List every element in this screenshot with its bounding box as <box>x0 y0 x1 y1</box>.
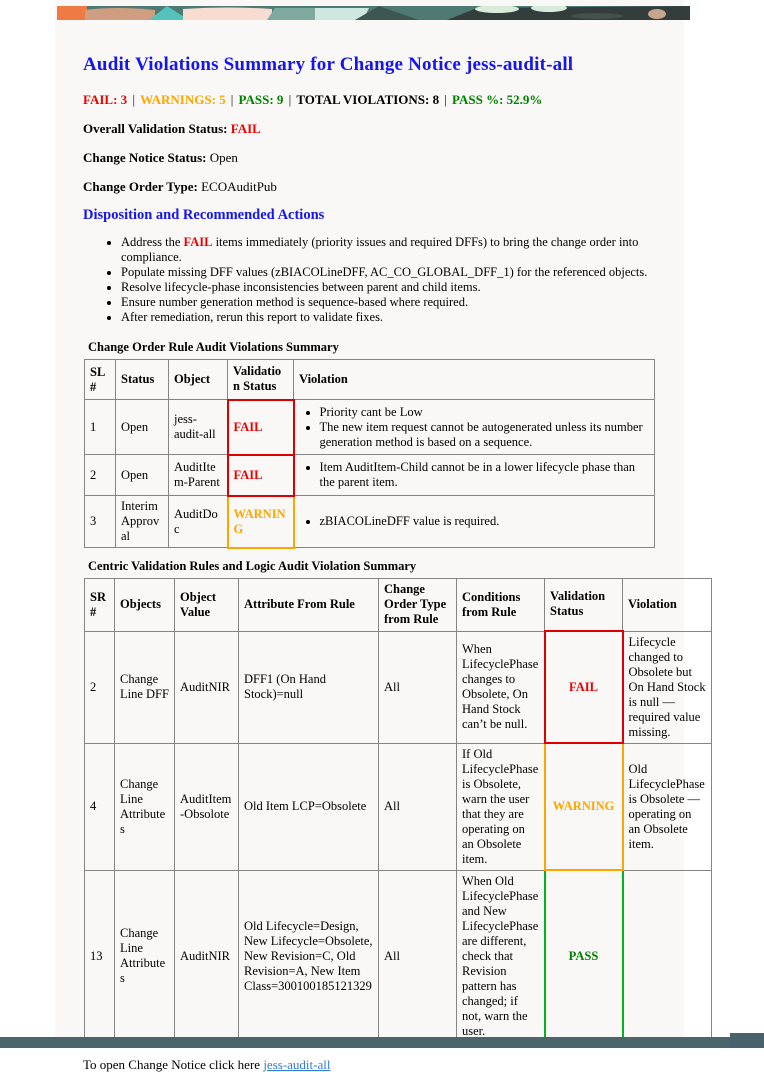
cell-co-type: All <box>379 870 457 1042</box>
cell-conditions: When Old LifecyclePhase and New LifecyclePhase are different, check that Revision pattern has changed; if not, warn the user. <box>457 870 545 1042</box>
disposition-list <box>83 235 684 325</box>
stat-separator: | <box>444 92 447 107</box>
cell-violation <box>294 400 655 455</box>
change-order-type-value: ECOAuditPub <box>201 179 277 194</box>
cell-attribute: DFF1 (On Hand Stock)=null <box>239 631 379 743</box>
cell-objects: Change Line Attributes <box>115 743 175 870</box>
table2-caption: Centric Validation Rules and Logic Audit Violation Summary <box>88 558 417 573</box>
stat-total-violations: TOTAL VIOLATIONS: 8 <box>296 92 440 107</box>
overall-validation-status <box>83 122 684 136</box>
cell-sl: 2 <box>85 455 116 496</box>
cell-violation <box>623 870 712 1042</box>
bottom-bar <box>0 1037 764 1048</box>
stat-warnings: WARNINGS: 5 <box>140 92 226 107</box>
cell-sr: 13 <box>85 870 115 1042</box>
cell-object: AuditItem-Parent <box>169 455 228 496</box>
table-row <box>85 400 655 455</box>
change-notice-link[interactable]: jess-audit-all <box>263 1057 331 1072</box>
cell-validation-status: FAIL <box>545 631 623 743</box>
bottom-bar-right-segment <box>730 1033 764 1048</box>
violation-item: • zBIACOLineDFF value is required. <box>320 514 650 529</box>
disposition-item-text: Address the <box>121 235 184 249</box>
cell-object-value: AuditItem-Obsolote <box>175 743 239 870</box>
table1-caption: Change Order Rule Audit Violations Summary <box>88 340 339 354</box>
cell-violation <box>294 496 655 548</box>
cell-object-value: AuditNIR <box>175 870 239 1042</box>
cell-sr: 4 <box>85 743 115 870</box>
report-body <box>55 54 706 1072</box>
stat-pass: PASS: 9 <box>238 92 284 107</box>
col-header-object: Object <box>169 360 228 400</box>
centric-validation-rules-table <box>84 578 712 1044</box>
cell-status: Interim Approval <box>116 496 169 548</box>
cell-validation-status: WARNING <box>545 743 623 870</box>
col-header-status: Status <box>116 360 169 400</box>
cell-violation <box>294 455 655 496</box>
disposition-item: • After remediation, rerun this report to validate fixes. <box>121 310 654 325</box>
table-row <box>85 743 712 870</box>
col-header-attribute-from-rule: Attribute From Rule <box>239 578 379 631</box>
cell-object-value: AuditNIR <box>175 631 239 743</box>
cell-violation: Old LifecyclePhase is Obsolete — operating on an Obsolete item. <box>623 743 712 870</box>
violation-item: • Item AuditItem-Child cannot be in a lower lifecycle phase than the parent item. <box>320 460 650 490</box>
cell-sr: 2 <box>85 631 115 743</box>
cell-attribute: Old Item LCP=Obsolete <box>239 743 379 870</box>
page-title: Audit Violations Summary for Change Notice jess-audit-all <box>83 54 574 75</box>
cell-validation-status: FAIL <box>228 400 294 455</box>
cell-validation-status: FAIL <box>228 455 294 496</box>
overall-validation-status-label: Overall Validation Status: <box>83 121 228 136</box>
disposition-item: • Populate missing DFF values (zBIACOLineDFF, AC_CO_GLOBAL_DFF_1) for the referenced objects. <box>121 265 654 280</box>
col-header-object-value: Object Value <box>175 578 239 631</box>
col-header-violation: Violation <box>294 360 655 400</box>
report-page <box>55 0 706 1072</box>
stat-separator: | <box>288 92 292 107</box>
cell-attribute: Old Lifecycle=Design, New Lifecycle=Obsolete, New Revision=C, Old Revision=A, New Item Class=300100185121329 <box>239 870 379 1042</box>
stat-separator: | <box>230 92 234 107</box>
col-header-validation-status: Validation Status <box>545 578 623 631</box>
cell-objects: Change Line Attributes <box>115 870 175 1042</box>
violation-item: • The new item request cannot be autogenerated unless its number generation method is based on a sequence. <box>320 420 650 450</box>
disposition-item <box>121 235 654 265</box>
disposition-item: • Resolve lifecycle-phase inconsistencies between parent and child items. <box>121 280 654 295</box>
cell-conditions: When LifecyclePhase changes to Obsolete, On Hand Stock can’t be null. <box>457 631 545 743</box>
col-header-violation: Violation <box>623 578 712 631</box>
violation-item: • Priority cant be Low <box>320 405 650 420</box>
cell-sl: 3 <box>85 496 116 548</box>
change-order-type <box>83 180 684 194</box>
cell-co-type: All <box>379 631 457 743</box>
col-header-objects: Objects <box>115 578 175 631</box>
change-notice-status <box>83 151 684 165</box>
cell-co-type: All <box>379 743 457 870</box>
cell-object: jess-audit-all <box>169 400 228 455</box>
col-header-change-order-type: Change Order Type from Rule <box>379 578 457 631</box>
cell-status: Open <box>116 455 169 496</box>
disposition-heading: Disposition and Recommended Actions <box>83 207 325 223</box>
disposition-item-fail-word: FAIL <box>183 235 213 249</box>
cell-sl: 1 <box>85 400 116 455</box>
col-header-sl: SL# <box>85 360 116 400</box>
table-row <box>85 631 712 743</box>
stat-fail: FAIL: 3 <box>83 92 128 107</box>
col-header-validation-status: Validation Status <box>228 360 294 400</box>
cell-validation-status: PASS <box>545 870 623 1042</box>
open-change-notice-line <box>83 1058 684 1072</box>
table-row <box>85 870 712 1042</box>
col-header-sr: SR# <box>85 578 115 631</box>
cell-objects: Change Line DFF <box>115 631 175 743</box>
table-row <box>85 496 655 548</box>
col-header-conditions: Conditions from Rule <box>457 578 545 631</box>
change-order-type-label: Change Order Type: <box>83 179 198 194</box>
open-change-notice-text: To open Change Notice click here <box>83 1057 264 1072</box>
stat-separator: | <box>132 92 136 107</box>
table-row <box>85 455 655 496</box>
abstract-landscape-banner <box>57 6 690 20</box>
change-notice-status-value: Open <box>209 150 238 165</box>
cell-object: AuditDoc <box>169 496 228 548</box>
overall-validation-status-value: FAIL <box>230 121 261 136</box>
change-order-rule-violations-table <box>84 359 655 549</box>
disposition-item: • Ensure number generation method is sequence-based where required. <box>121 295 654 310</box>
cell-validation-status: WARNING <box>228 496 294 548</box>
cell-status: Open <box>116 400 169 455</box>
table-header-row <box>85 360 655 400</box>
stat-pass-percent: PASS %: 52.9% <box>452 92 543 107</box>
disposition-item-text: items immediately (priority issues and required DFFs) to bring the change order into compliance. <box>121 235 639 264</box>
summary-stats <box>83 92 684 108</box>
cell-conditions: If Old LifecyclePhase is Obsolete, warn the user that they are operating on an Obsolete item. <box>457 743 545 870</box>
cell-violation: Lifecycle changed to Obsolete but On Hand Stock is null — required value missing. <box>623 631 712 743</box>
change-notice-status-label: Change Notice Status: <box>83 150 207 165</box>
table-header-row <box>85 578 712 631</box>
